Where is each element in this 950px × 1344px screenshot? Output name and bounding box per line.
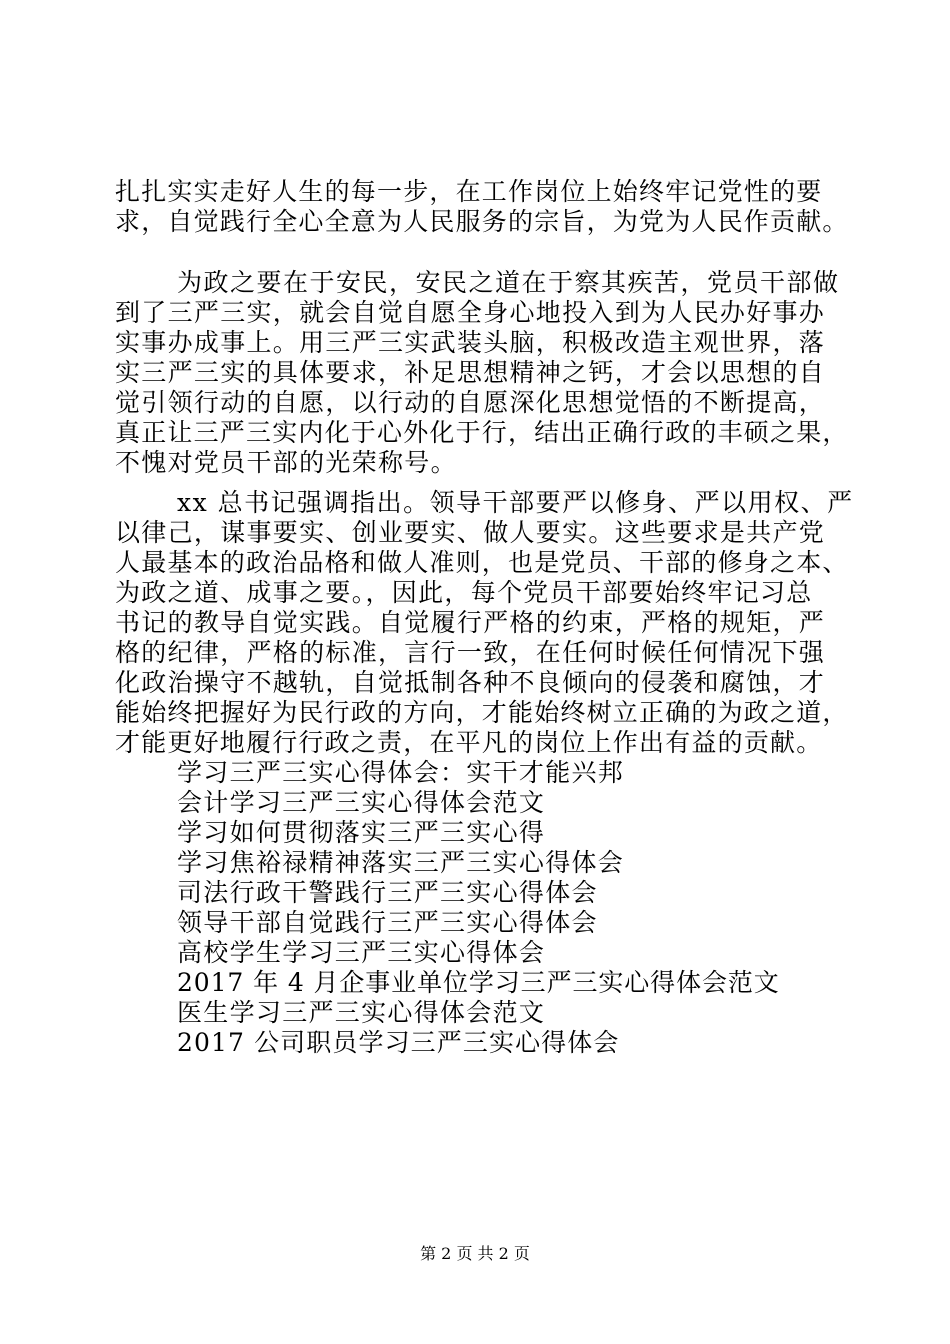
paragraph-line: 才能更好地履行行政之责，在平凡的岗位上作出有益的贡献。 — [115, 728, 823, 757]
list-item: 司法行政干警践行三严三实心得体会 — [177, 878, 598, 907]
list-item: 2017 公司职员学习三严三实心得体会 — [177, 1028, 620, 1057]
list-item: 医生学习三严三实心得体会范文 — [177, 998, 546, 1027]
paragraph-line: 化政治操守不越轨，自觉抵制各种不良倾向的侵袭和腐蚀，才 — [115, 668, 826, 697]
paragraph-line: xx 总书记强调指出。领导干部要严以修身、严以用权、严 — [177, 488, 854, 517]
list-item: 学习焦裕禄精神落实三严三实心得体会 — [177, 848, 625, 877]
intro-line: 求，自觉践行全心全意为人民服务的宗旨，为党为人民作贡献。 — [115, 207, 849, 236]
paragraph-line: 格的纪律，严格的标准，言行一致，在任何时候任何情况下强 — [115, 638, 826, 667]
paragraph-line: 不愧对党员干部的光荣称号。 — [115, 448, 457, 477]
list-item: 学习三严三实心得体会：实干才能兴邦 — [177, 758, 625, 787]
paragraph-line: 为政之道、成事之要。，因此，每个党员干部要始终牢记习总 — [115, 578, 813, 607]
paragraph-line: 到了三严三实，就会自觉自愿全身心地投入到为人民办好事办 — [115, 298, 826, 327]
paragraph-line: 实三严三实的具体要求，补足思想精神之钙，才会以思想的自 — [115, 358, 826, 387]
list-item: 学习如何贯彻落实三严三实心得 — [177, 818, 546, 847]
paragraph-line: 人最基本的政治品格和做人准则，也是党员、干部的修身之本、 — [115, 548, 849, 577]
paragraph-line: 能始终把握好为民行政的方向，才能始终树立正确的为政之道， — [115, 698, 849, 727]
paragraph-line: 为政之要在于安民，安民之道在于察其疾苦，党员干部做 — [177, 268, 840, 297]
paragraph-line: 实事办成事上。用三严三实武装头脑，积极改造主观世界，落 — [115, 328, 826, 357]
list-item: 会计学习三严三实心得体会范文 — [177, 788, 546, 817]
list-item: 高校学生学习三严三实心得体会 — [177, 938, 546, 967]
intro-line: 扎扎实实走好人生的每一步，在工作岗位上始终牢记党性的要 — [115, 177, 823, 206]
paragraph-line: 觉引领行动的自愿，以行动的自愿深化思想觉悟的不断提高， — [115, 388, 826, 417]
page-number-footer: 第 2 页 共 2 页 — [420, 1244, 530, 1263]
paragraph-line: 以律己，谋事要实、创业要实、做人要实。这些要求是共产党 — [115, 518, 826, 547]
list-item: 领导干部自觉践行三严三实心得体会 — [177, 908, 598, 937]
paragraph-line: 真正让三严三实内化于心外化于行，结出正确行政的丰硕之果， — [115, 418, 849, 447]
list-item: 2017 年 4 月企事业单位学习三严三实心得体会范文 — [177, 968, 780, 997]
paragraph-line: 书记的教导自觉实践。自觉履行严格的约束，严格的规矩，严 — [115, 608, 826, 637]
